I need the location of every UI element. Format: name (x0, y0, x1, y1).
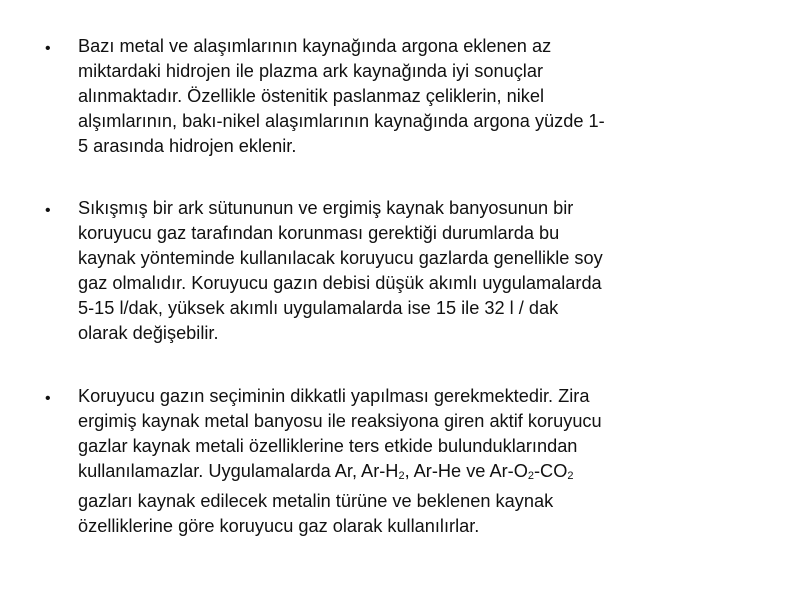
bullet-text-part: , Ar-He ve Ar-O (404, 461, 528, 481)
bullet-text-part: -CO (534, 461, 568, 481)
bullet-dot-icon: • (45, 390, 51, 407)
bullet-dot-icon: • (45, 202, 51, 219)
subscript-co2: 2 (567, 470, 574, 482)
bullet-text: Bazı metal ve alaşımlarının kaynağında argona eklenen az miktardaki hidrojen ile plazma ark kaynağında iyi sonuçlar alınmaktadır. Özellikle östenitik paslanmaz çeliklerin, nikel alşımlarının, bakı-nikel alaşımlarının kaynağında argona yüzde 1- 5 arasında hidrojen eklenir. (78, 36, 605, 156)
subscript-o2: 2 (527, 470, 534, 482)
bullet-text-part: gazları kaynak edilecek metalin türüne ve beklenen kaynak özelliklerine göre koruyucu gaz olarak kullanılırlar. (78, 491, 554, 536)
bullet-dot-icon: • (45, 40, 51, 57)
bullet-text (78, 384, 768, 539)
bullet-text: Sıkışmış bir ark sütununun ve ergimiş kaynak banyosunun bir koruyucu gaz tarafından korunması gerektiği durumlarda bu kaynak yönteminde kullanılacak koruyucu gazlarda genellikle soy gaz olmalıdır. Koruyucu gazın debisi düşük akımlı uygulamalarda 5-15 l/dak, yüksek akımlı uygulamalarda ise 15 ile 32 l / dak olarak değişebilir. (78, 198, 603, 343)
bullet-text-part: Koruyucu gazın seçiminin dikkatli yapılması gerekmektedir. Zira ergimiş kaynak metal banyosu ile reaksiyona giren aktif koruyucu gazlar kaynak metali özelliklerine ters etkide bulunduklarından kullanılamazlar. Uygulamalarda Ar, Ar-H (78, 386, 602, 481)
subscript-h2: 2 (398, 470, 405, 482)
